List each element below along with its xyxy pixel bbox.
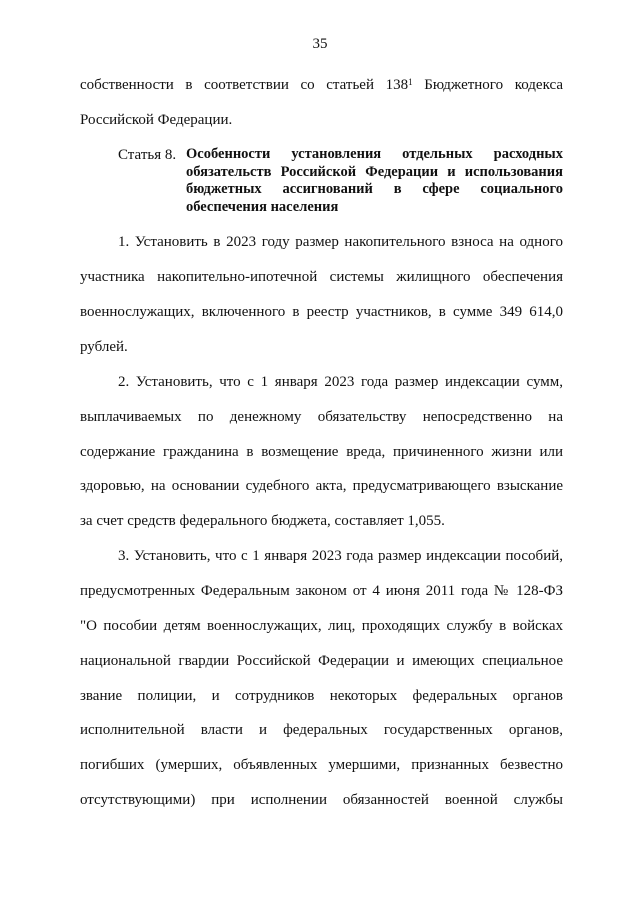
paragraph-line: национальной гвардии Российской Федерации и имеющих специальное [80,653,563,669]
article-label: Статья 8. [118,147,177,163]
article-title-line: обязательств Российской Федерации и использования [186,163,563,180]
paragraph-line: участника накопительно-ипотечной системы жилищного обеспечения [80,269,563,285]
paragraph-line: 1. Установить в 2023 году размер накопительного взноса на одного [118,234,563,250]
text-line: собственности в соответствии со статьей $138^1$ Бюджетного кодекса [80,77,563,93]
paragraph-line: рублей. [80,339,128,355]
paragraph-line: 3. Установить, что с 1 января 2023 года размер индексации пособий, [118,548,563,564]
article-title-line: Особенности установления отдельных расходных [186,146,563,162]
paragraph-line: здоровью, на основании судебного акта, предусматривающего взыскание [80,478,563,494]
article-title [186,146,563,216]
paragraph-line: выплачиваемых по денежному обязательству непосредственно на [80,409,563,425]
paragraph-line: "О пособии детям военнослужащих, лиц, проходящих службу в войсках [80,618,563,634]
article-title-line: бюджетных ассигнований в сфере социального [186,181,563,197]
text-line: Российской Федерации. [80,112,233,128]
page-number: 35 [312,36,328,52]
paragraph-line: за счет средств федерального бюджета, составляет 1,055. [80,513,445,529]
paragraph-line: военнослужащих, включенного в реестр участников, в сумме 349 614,0 [80,304,563,320]
paragraph-line: содержание гражданина в возмещение вреда, причиненного жизни или [80,444,563,460]
paragraph-line: 2. Установить, что с 1 января 2023 года размер индексации сумм, [118,374,563,390]
paragraph-line: предусмотренных Федеральным законом от 4 июня 2011 года № 128-ФЗ [80,583,563,599]
paragraph-line: отсутствующими) при исполнении обязанностей военной службы [80,792,563,808]
footnote-superscript: 1 [408,77,413,87]
paragraph-line: звание полиции, и сотрудников некоторых федеральных органов [80,688,563,704]
article-title-line: обеспечения населения [186,198,339,215]
paragraph-line: погибших (умерших, объявленных умершими, признанных безвестно [80,757,563,773]
paragraph-line: исполнительной власти и федеральных государственных органов, [80,722,563,738]
